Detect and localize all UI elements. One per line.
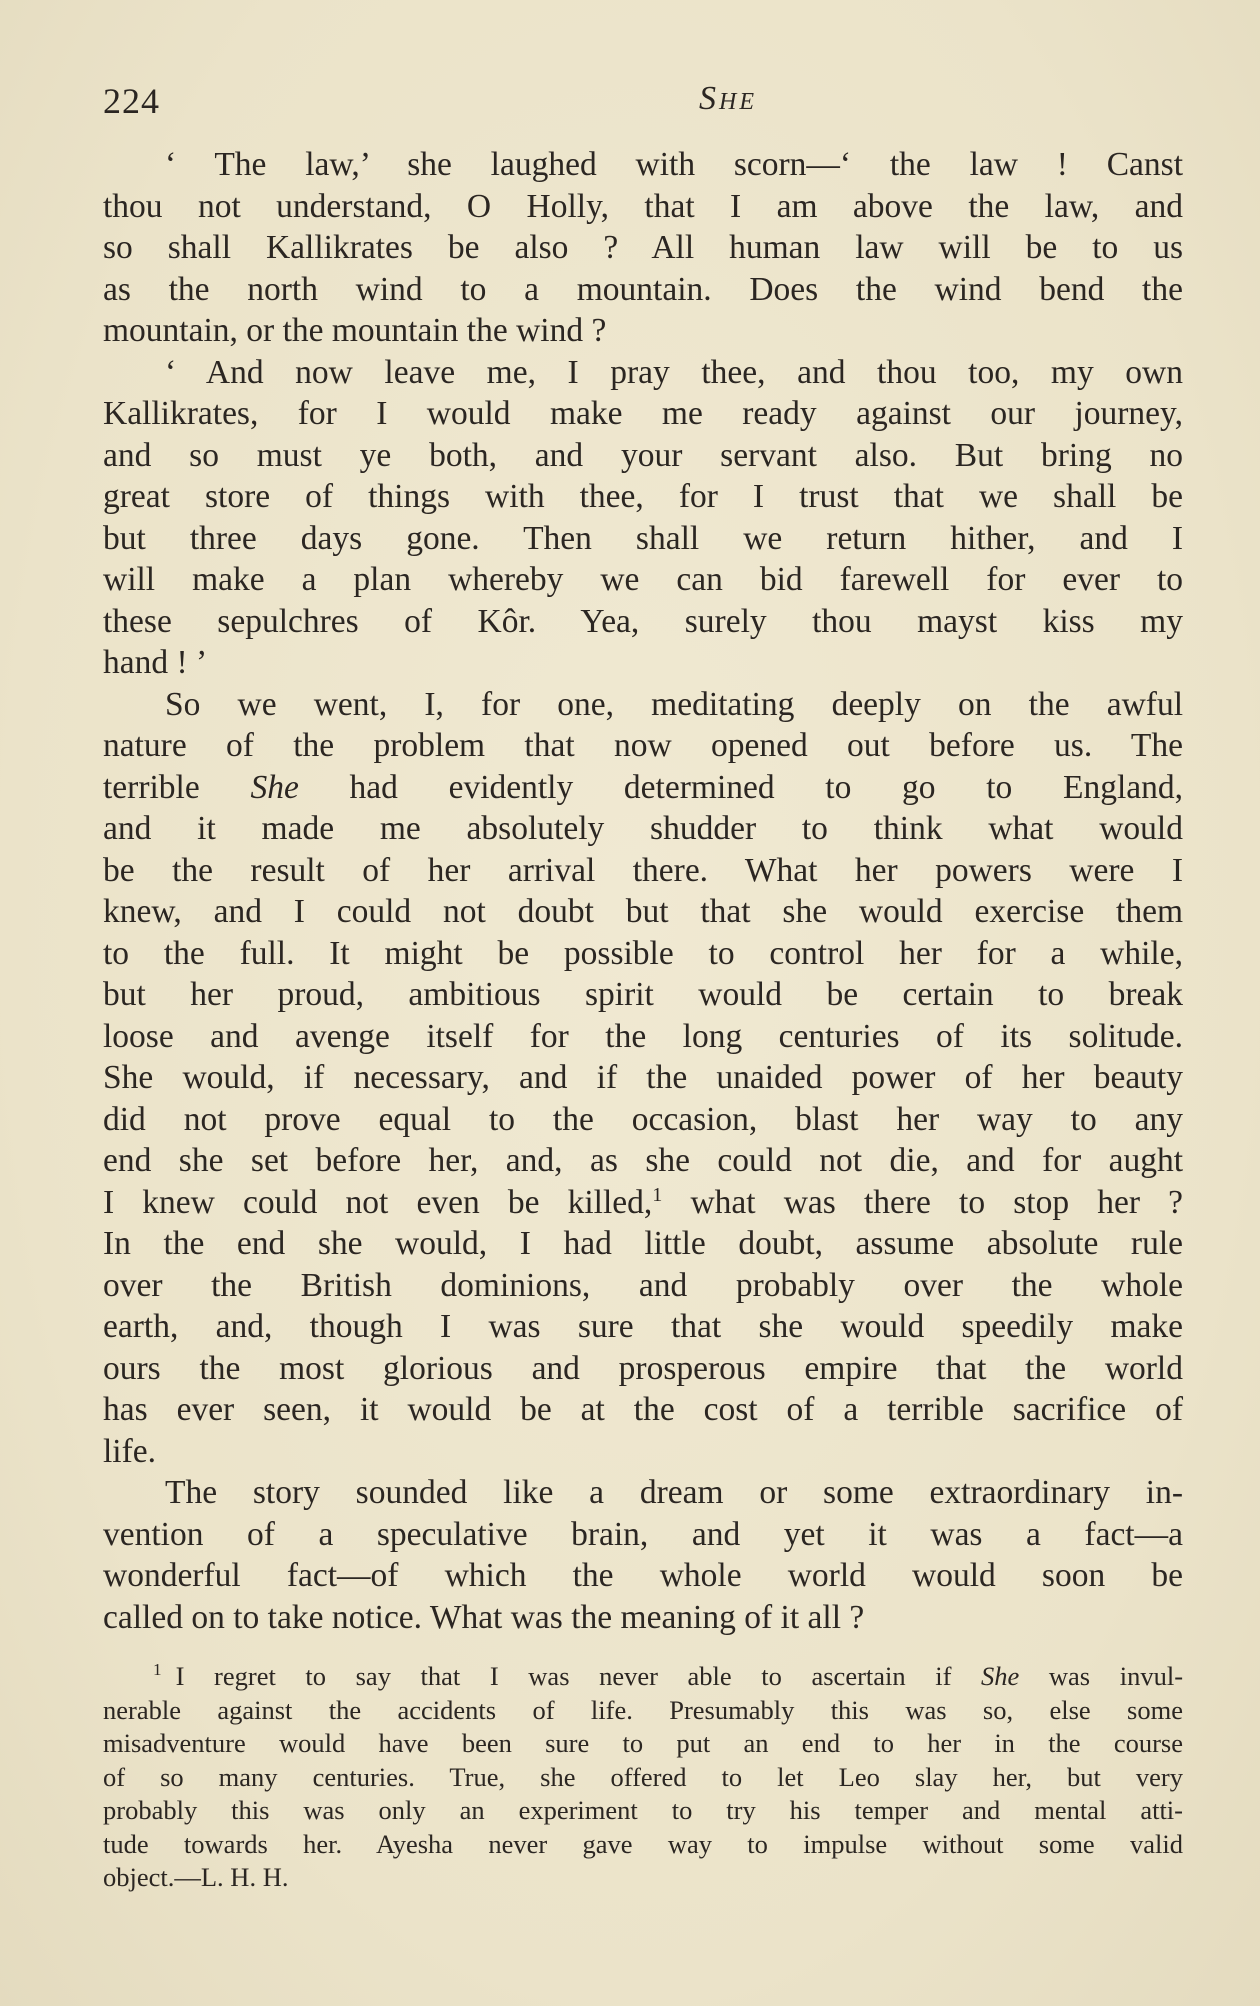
text-line: loose and avenge itself for the long centuries of its solitude.	[103, 1017, 1183, 1055]
text-line: so shall Kallikrates be also ? All human law will be to us	[103, 229, 1183, 266]
text-line: hand ! ’	[103, 644, 208, 681]
text-fragment: terrible	[103, 768, 200, 806]
footnote-line	[103, 1660, 1183, 1694]
footnote-line: nerable against the accidents of life. Presumably this was so, else some	[103, 1694, 1183, 1725]
footnote-1	[103, 1660, 1183, 1895]
footnote-line: misadventure would have been sure to put an end to her in the course	[103, 1728, 1183, 1758]
paragraph-2	[103, 352, 1183, 684]
paragraph-4	[103, 1472, 1183, 1638]
text-line	[103, 1182, 1183, 1224]
text-fragment: had evidently determined to go to England,	[349, 768, 1184, 806]
footnote-line: of so many centuries. True, she offered to let Leo slay her, but very	[103, 1761, 1183, 1792]
text-line: Kallikrates, for I would make me ready against our journey,	[103, 395, 1183, 432]
text-line: thou not understand, O Holly, that I am above the law, and	[103, 187, 1183, 225]
text-line: ours the most glorious and prosperous empire that the world	[103, 1349, 1183, 1387]
footnote-line: object.—L. H. H.	[103, 1862, 289, 1892]
paragraph-3	[103, 684, 1183, 1473]
text-line: mountain, or the mountain the wind ?	[103, 312, 607, 349]
italic-she: She	[981, 1661, 1020, 1691]
page-header	[103, 80, 1183, 132]
text-line: has ever seen, it would be at the cost of a terrible sacrifice of	[103, 1391, 1183, 1428]
footnote-section	[103, 1660, 1183, 1895]
text-line: nature of the problem that now opened out before us. The	[103, 727, 1183, 764]
text-line: knew, and I could not doubt but that she would exercise them	[103, 893, 1183, 930]
text-line: ‘ The law,’ she laughed with scorn—‘ the law ! Canst	[165, 146, 1183, 183]
text-line: and so must ye both, and your servant also. But bring no	[103, 436, 1183, 474]
footnote-marker: 1	[153, 1660, 162, 1680]
text-line: to the full. It might be possible to control her for a while,	[103, 934, 1183, 972]
text-line: In the end she would, I had little doubt, assume absolute rule	[103, 1225, 1183, 1262]
text-line: but three days gone. Then shall we return hither, and I	[103, 519, 1183, 557]
footnote-line: probably this was only an experiment to try his temper and mental atti-	[103, 1795, 1183, 1825]
text-line: So we went, I, for one, meditating deeply on the awful	[165, 685, 1183, 723]
text-fragment: I regret to say that I was never able to ascertain if	[175, 1661, 952, 1691]
text-line: called on to take notice. What was the meaning of it all ?	[103, 1598, 865, 1636]
text-line: ‘ And now leave me, I pray thee, and thou too, my own	[165, 353, 1183, 391]
text-line: life.	[103, 1432, 157, 1470]
text-line: wonderful fact—of which the whole world would soon be	[103, 1557, 1183, 1594]
italic-she: She	[250, 768, 299, 806]
text-line: She would, if necessary, and if the unaided power of her beauty	[103, 1059, 1183, 1096]
text-line: earth, and, though I was sure that she would speedily make	[103, 1308, 1183, 1345]
footnote-line: tude towards her. Ayesha never gave way to impulse without some valid	[103, 1828, 1183, 1859]
text-line: be the result of her arrival there. What her powers were I	[103, 851, 1183, 889]
text-line: end she set before her, and, as she could not die, and for aught	[103, 1142, 1183, 1179]
text-fragment: I knew could not even be killed,	[103, 1183, 653, 1221]
page-number: 224	[103, 81, 160, 121]
text-line: these sepulchres of Kôr. Yea, surely thou mayst kiss my	[103, 602, 1183, 640]
text-line: but her proud, ambitious spirit would be certain to break	[103, 976, 1183, 1013]
text-line: The story sounded like a dream or some extraordinary in-	[165, 1474, 1183, 1511]
text-fragment: was invul-	[1048, 1661, 1184, 1691]
text-line: as the north wind to a mountain. Does the wind bend the	[103, 270, 1183, 308]
text-fragment: what was there to stop her ?	[690, 1183, 1184, 1221]
text-line: and it made me absolutely shudder to think what would	[103, 810, 1183, 847]
text-line: great store of things with thee, for I trust that we shall be	[103, 478, 1183, 515]
running-title: She	[699, 80, 757, 117]
text-line	[103, 767, 1183, 809]
text-line: vention of a speculative brain, and yet it was a fact—a	[103, 1515, 1183, 1553]
body-text	[103, 144, 1183, 1638]
text-line: will make a plan whereby we can bid farewell for ever to	[103, 561, 1183, 598]
paragraph-1	[103, 144, 1183, 352]
text-line: over the British dominions, and probably over the whole	[103, 1266, 1183, 1304]
text-line: did not prove equal to the occasion, blast her way to any	[103, 1100, 1183, 1138]
footnote-reference[interactable]: 1	[652, 1183, 663, 1206]
